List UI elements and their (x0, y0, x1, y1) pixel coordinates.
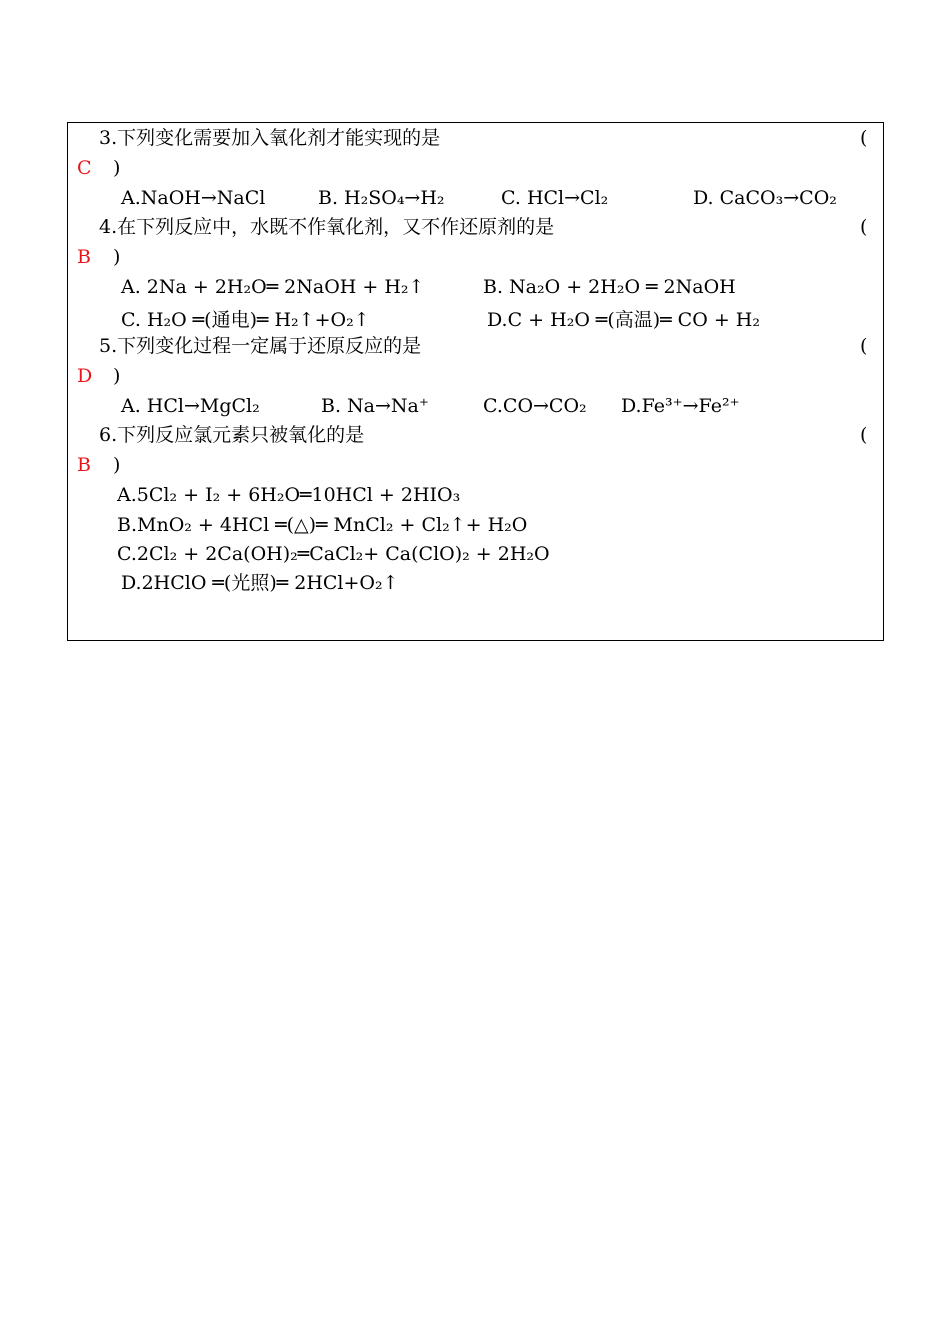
q3-stem: 3.下列变化需要加入氧化剂才能实现的是 (99, 127, 441, 149)
q3-option-b-text: B. H₂SO₄→H₂ (318, 187, 445, 209)
q5-option-a-text: A. HCl→MgCl₂ (121, 395, 260, 417)
q3-paren-open: ( (860, 127, 868, 149)
q4-option-b (483, 276, 736, 298)
q5-paren-close: ) (113, 365, 121, 387)
q5-option-b-text: B. Na→Na⁺ (321, 395, 429, 417)
q6-option-a-text: A.5Cl₂ + I₂ + 6H₂O═10HCl + 2HIO₃ (117, 484, 461, 506)
q4-answer: B (77, 246, 91, 268)
q6-option-a (117, 484, 460, 506)
q5-option-d-text: D.Fe³⁺→Fe²⁺ (621, 395, 740, 417)
q5-option-c (483, 395, 587, 417)
q4-option-d-text: D.C + H₂O ═(高温)═ CO + H₂ (487, 309, 760, 331)
q6-paren-close: ) (113, 454, 121, 476)
q5-option-a (121, 395, 260, 417)
q3-option-c (501, 187, 608, 209)
q5-stem: 5.下列变化过程一定属于还原反应的是 (99, 335, 422, 357)
q5-paren-open: ( (860, 335, 868, 357)
q4-paren-open: ( (860, 216, 868, 238)
q4-option-b-text: B. Na₂O + 2H₂O ═ 2NaOH (483, 276, 736, 298)
q3-option-a (121, 187, 265, 209)
q3-answer: C (77, 157, 92, 179)
q3-option-c-text: C. HCl→Cl₂ (501, 187, 609, 209)
q5-option-d (621, 395, 740, 417)
q4-option-a-text: A. 2Na + 2H₂O═ 2NaOH + H₂↑ (121, 276, 425, 298)
q4-option-d (487, 309, 760, 331)
q6-option-c-text: C.2Cl₂ + 2Ca(OH)₂═CaCl₂+ Ca(ClO)₂ + 2H₂O (117, 543, 550, 565)
q4-option-c (121, 309, 370, 331)
q4-stem: 4.在下列反应中，水既不作氧化剂，又不作还原剂的是 (99, 216, 555, 238)
q6-paren-open: ( (860, 424, 868, 446)
q3-option-a-text: A.NaOH→NaCl (121, 187, 266, 209)
q6-option-b (117, 514, 527, 536)
q6-option-d (121, 572, 399, 594)
q4-option-a (121, 276, 424, 298)
q5-answer: D (77, 365, 93, 387)
q6-answer: B (77, 454, 91, 476)
q4-paren-close: ) (113, 246, 121, 268)
q3-option-d (693, 187, 837, 209)
q5-option-b (321, 395, 429, 417)
q5-option-c-text: C.CO→CO₂ (483, 395, 587, 417)
q3-paren-close: ) (113, 157, 121, 179)
q6-option-b-text: B.MnO₂ + 4HCl ═(△)═ MnCl₂ + Cl₂↑+ H₂O (117, 514, 528, 536)
q3-option-b (318, 187, 445, 209)
q3-option-d-text: D. CaCO₃→CO₂ (693, 187, 837, 209)
q4-option-c-text: C. H₂O ═(通电)═ H₂↑+O₂↑ (121, 309, 370, 331)
q6-option-c (117, 543, 550, 565)
q6-option-d-text: D.2HClO ═(光照)═ 2HCl+O₂↑ (121, 572, 399, 594)
q6-stem: 6.下列反应氯元素只被氧化的是 (99, 424, 365, 446)
